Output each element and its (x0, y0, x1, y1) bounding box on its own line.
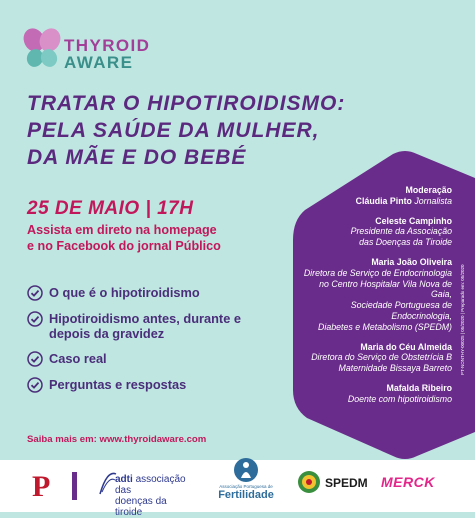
speakers-list (300, 185, 452, 414)
brand-line1: THYROID (64, 36, 151, 55)
topic-item (27, 311, 277, 341)
adti-abbrev: adti (115, 474, 133, 485)
speaker-name: Maria João Oliveira (371, 256, 452, 267)
speaker-role: Presidente da Associação (350, 226, 452, 237)
topic-label: Hipotiroidismo antes, durante e depois da gravidez (49, 311, 241, 341)
topic-list (27, 285, 277, 403)
website-link[interactable]: Saiba mais em: www.thyroidaware.com (27, 434, 207, 445)
speaker-name: Maria do Céu Almeida (360, 341, 452, 352)
adti-line-1: associação das (115, 474, 186, 496)
adti-logo-text (115, 474, 195, 518)
brand-line2: AWARE (64, 53, 134, 72)
check-circle-icon (27, 285, 43, 301)
spedm-logo-text: SPEDM (325, 476, 368, 490)
topic-label: Perguntas e respostas (49, 377, 187, 392)
topic-label: Caso real (49, 351, 107, 366)
topic-item (27, 285, 277, 301)
topic-label: O que é o hipotiroidismo (49, 285, 200, 300)
speaker-role: no Centro Hospitalar Vila Nova de Gaia, (319, 278, 452, 300)
fertility-small: Associação Portuguesa de (219, 484, 273, 489)
brand-logo-text (64, 37, 150, 71)
speaker-entry (300, 216, 452, 248)
speaker-name: Cláudia Pinto (355, 195, 412, 206)
publico-logo: P (32, 470, 51, 503)
reference-code (460, 255, 468, 375)
event-intro (27, 222, 267, 254)
event-date: 25 DE MAIO | 17H (27, 198, 194, 219)
title-line-3: DA MÃE E DO BEBÉ (27, 146, 247, 169)
butterfly-logo-icon (23, 26, 61, 70)
publico-bar (72, 472, 77, 500)
title-line-1: TRATAR O HIPOTIROIDISMO: (27, 92, 346, 115)
speaker-role: Maternidade Bissaya Barreto (338, 363, 452, 374)
event-intro-line-2: e no Facebook do jornal Público (27, 239, 221, 253)
title-line-2: PELA SAÚDE DA MULHER, (27, 119, 320, 142)
check-circle-icon (27, 351, 43, 367)
spedm-logo-icon (297, 470, 321, 494)
speaker-moderation-label (300, 185, 452, 196)
speaker-entry (300, 342, 452, 374)
speaker-role: Sociedade Portuguesa de Endocrinologia, (350, 300, 452, 321)
speaker-role: Doente com hipotiroidismo (347, 393, 452, 404)
speaker-entry (300, 257, 452, 333)
reference-code-text: PT-NONTHY-00025 | 05/2020 | Preparado em: 05/2020 (460, 264, 465, 375)
fertility-logo-text (216, 484, 276, 501)
event-intro-line-1: Assista em direto na homepage (27, 223, 217, 237)
speaker-entry (300, 196, 452, 207)
speaker-entry (300, 383, 452, 405)
fertility-logo-icon (232, 456, 260, 484)
speaker-name: Celeste Campinho (375, 215, 452, 226)
speaker-role: Diretora do Serviço de Obstetrícia B (311, 352, 452, 363)
fertility-big: Fertilidade (218, 489, 274, 501)
check-circle-icon (27, 311, 43, 327)
speaker-role: Diretora de Serviço de Endocrinologia (303, 267, 452, 278)
speaker-role: Jornalista (414, 195, 452, 206)
topic-item (27, 351, 277, 367)
check-circle-icon (27, 377, 43, 393)
speaker-name: Mafalda Ribeiro (386, 382, 452, 393)
speaker-role: das Doenças da Tiroide (359, 237, 452, 248)
speaker-name: Moderação (405, 185, 452, 195)
merck-logo: MERCK (381, 474, 435, 490)
speaker-role: Diabetes e Metabolismo (SPEDM) (318, 321, 452, 332)
topic-item (27, 377, 277, 393)
adti-line-2: doenças da tiroide (115, 496, 167, 518)
